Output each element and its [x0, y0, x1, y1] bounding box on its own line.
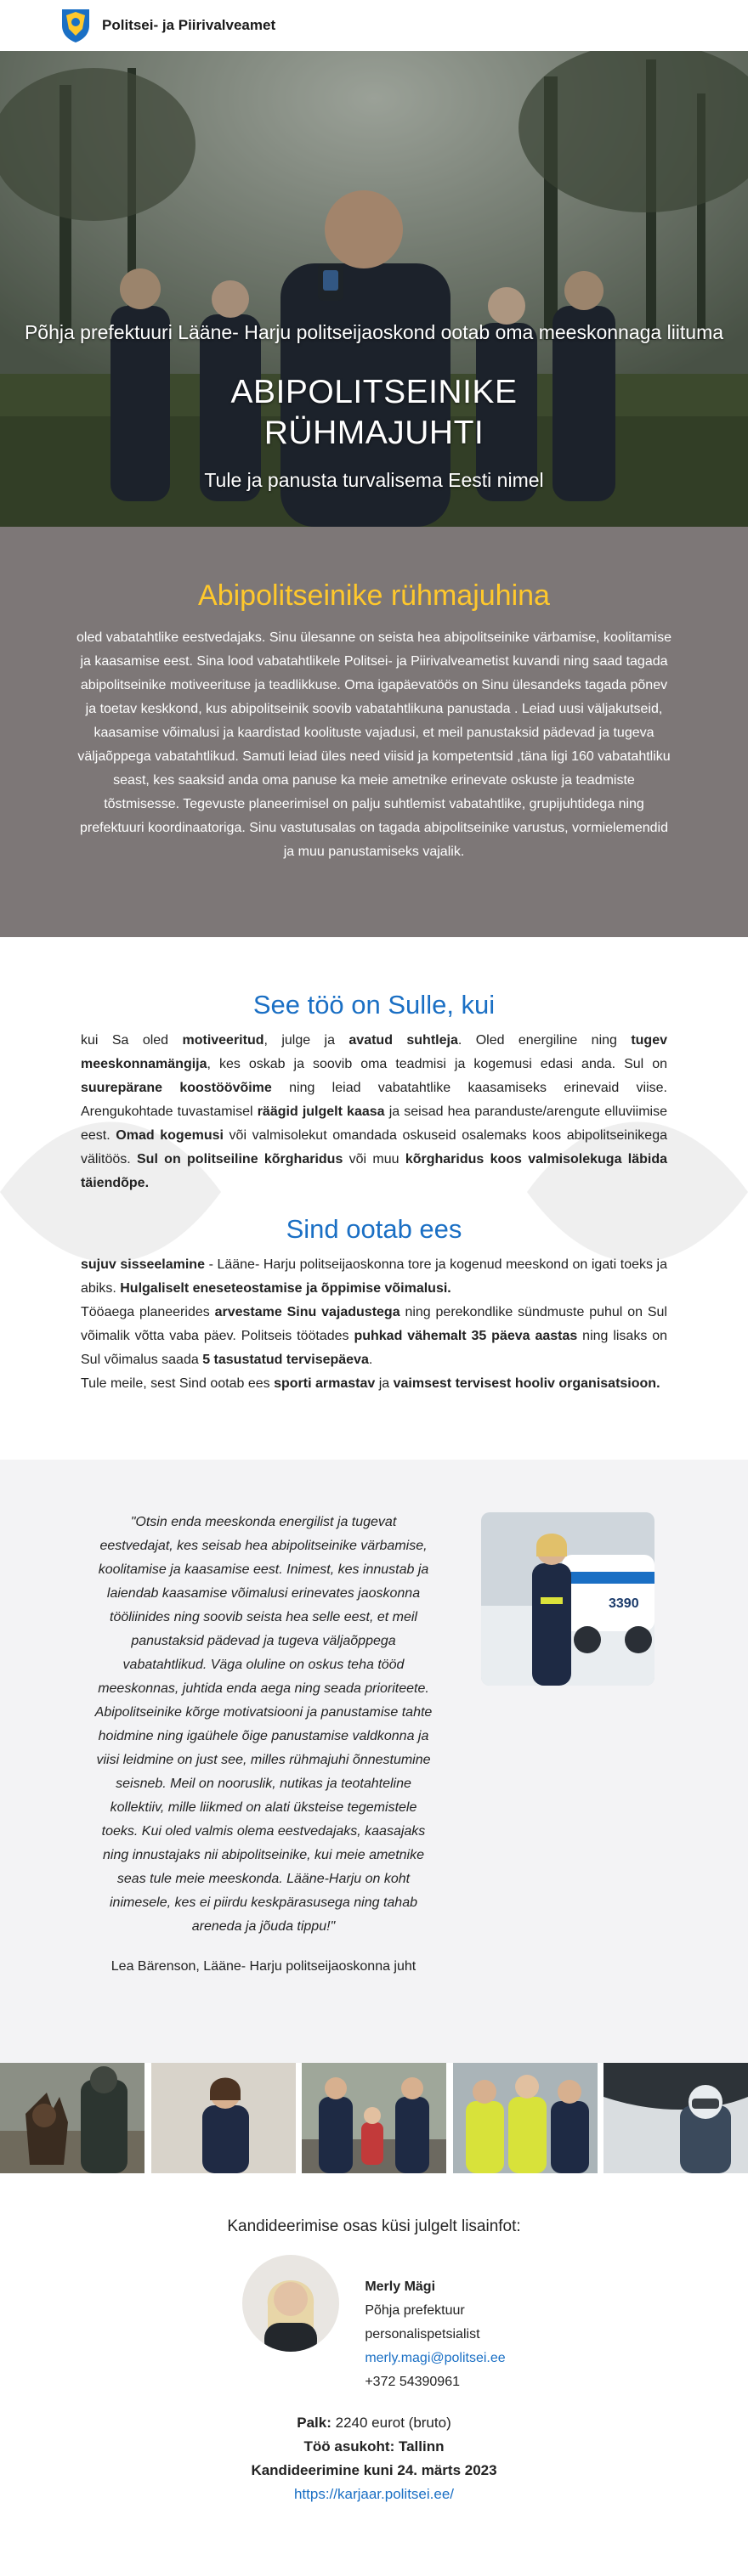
brand-name[interactable]: Politsei- ja Piirivalveamet [102, 17, 276, 33]
text-fragment: Tule meile, sest Sind ootab ees [81, 1376, 270, 1391]
salary-line [0, 2411, 748, 2435]
contact-phone[interactable]: +372 54390961 [365, 2375, 460, 2389]
testimonial-author: Lea Bärenson, Lääne- Harju politseijaoskonna juht [110, 1959, 416, 1974]
salary-label: Palk: [297, 2415, 332, 2431]
text-fragment: , kes oskab ja soovib oma teadmisi ja kogemusi edasi anda. Sul on [207, 1057, 667, 1071]
job-facts [0, 2411, 748, 2506]
bold-fragment: Sul on politseiline kõrgharidus [137, 1152, 343, 1167]
bold-fragment: puhkad vähemalt 35 päeva aastas [354, 1329, 578, 1343]
contact-section [0, 2173, 748, 2576]
hero-banner [0, 51, 748, 527]
text-fragment: ja seisad hea paranduste/arengute elluviimise eest. [81, 1104, 668, 1143]
photo-helicopter-crew [604, 2063, 748, 2173]
hero-title-line2: RÜHMAJUHTI [264, 415, 484, 451]
testimonial-photo [481, 1512, 654, 1686]
bold-fragment: sporti armastav [274, 1376, 376, 1391]
salary-value: 2240 eurot (bruto) [335, 2415, 451, 2431]
hero-subtitle: Põhja prefektuuri Lääne- Harju politseijaoskond ootab oma meeskonnaga liituma [24, 321, 724, 343]
text-fragment: Sa oled [111, 1033, 169, 1048]
contact-role: personalispetsialist [365, 2327, 480, 2342]
deadline-text: Kandideerimine kuni 24. märts 2023 [251, 2462, 497, 2478]
details-section [0, 937, 748, 1460]
text-fragment: ning lisaks on Sul võimalus saada [81, 1329, 668, 1367]
contact-org: Põhja prefektuur [365, 2303, 465, 2318]
testimonial-quote: "Otsin enda meeskonda energilist ja tugevat eestvedajat, kes seisab hea abipolitseinike värbamise, koolitamise ja kaasamise eest. Inimest, kes innustab ja laiendab kaasamise võimalusi erinevates jaoskonna tööliinides ning soovib seista hea selle eest, et meil panustaksid pädevad ja tugeva väljaõppega vabatahtlikud. Väga oluline on oskus teha tööd meeskonnas, juhtida enda aega ning seada prioriteete. Abipolitseinike kõrge motivatsiooni ja panustamise tahte hoidmine ning igaühele õige panustamise valdkonna ja viisi leidmine on just see, milles rühmajuhi õnnestumine seisneb. Meil on nooruslik, nutikas ja teotahteline kollektiiv, mille liikmed on alati üksteise tegemistele toeks. Kui oled valmis olema eestvedajaks, kaasajaks ning innustajaks nii abipolitseinike, kui meie ametnike seas tule meie meeskonda. Lääne-Harju on koht inimesele, kes ei piirdu keskpärasusega ning tahab areneda ja jõuda tippu!" [94, 1515, 433, 1934]
text-fragment: . [368, 1353, 373, 1367]
text-fragment: ning leiad vabatahtlike kaasamiseks erinevaid viise. Arengukohtade tuvastamisel [81, 1081, 667, 1119]
intro-heading: Abipolitseinike rühmajuhina [198, 579, 550, 612]
intro-text: oled vabatahtlike eestvedajaks. Sinu ülesanne on seista hea abipolitseinike värbamise, koolitamise ja kaasamise eest. Sina lood vabatahtlikele Politsei- ja Piirivalveametist kuvandi ning saad tagada abipolitseinike motiveerituse ja teadlikkuse. Oma igapäevatöös on Sinu ülesandeks tagada põnev ja toetav keskkond, kus abipolitseinik soovib vabatahtlikuna panustada . Leiad uusi väljakutseid, kaasamise võimalusi ja kaardistad koolituste vajadusi, et meil panustaksid pädevad ja tugeva väljaõppega vabatahtlikud. Samuti leiad üles need viisid ja kompetentsid ,täna ligi 160 vabatahtliku seast, kes saaksid anda oma panuse ka meie ametnike erinevate oskuste ja teadmiste tõstmisesse. Tegevuste planeerimisel on palju suhtlemist vabatahtlike, grupijuhtidega ning prefektuuri koordinaatoriga. Sinu vastutusalas on tagada abipolitseinike varustus, vormielemendid ja muu panustamiseks vajalik. [76, 630, 672, 859]
bold-fragment: räägid julgelt kaasa [257, 1104, 385, 1119]
bold-fragment: 5 tasustatud tervisepäeva [202, 1353, 369, 1367]
text-fragment: Tööaega planeerides [81, 1305, 210, 1319]
careers-link[interactable]: https://karjaar.politsei.ee/ [293, 2486, 455, 2502]
text-fragment: või muu [348, 1152, 400, 1167]
text-fragment: - Lääne- Harju politseijaoskonna tore ja kogenud meeskond on igati toeks ja abiks. [81, 1257, 668, 1296]
bold-fragment: arvestame Sinu vajadustega [214, 1305, 400, 1319]
text-fragment: ja [378, 1376, 390, 1391]
contact-info [365, 2255, 505, 2394]
location-text: Töö asukoht: Tallinn [303, 2438, 445, 2455]
bold-fragment: tugev meeskonnamängija [81, 1033, 667, 1071]
bold-fragment: kõrgharidus koos valmisolekuga läbida täiendõpe. [81, 1152, 667, 1190]
contact-card [0, 2255, 748, 2394]
bold-fragment: avatud suhtleja [348, 1033, 458, 1048]
photo-officers-vests [453, 2063, 598, 2173]
hero-overlay [0, 51, 748, 527]
text-fragment: , julge ja [264, 1033, 335, 1048]
avatar [242, 2255, 339, 2352]
testimonial-section [0, 1460, 748, 2063]
for-you-text: kui Sa oled motiveeritud, julge ja avatud suhtleja. Oled energiline ning tugev meeskonnamängija, kes oskab ja soovib oma teadmisi ja kogemusi edasi anda. Sul on suurepärane koostöövõime ning leiad vabatahtlike kaasamiseks erinevaid viise. Arengukohtade tuvastamisel räägid julgelt kaasa ja seisad hea paranduste/arengute elluviimise eest. Omad kogemusi või valmisolekut omandada oskuseid osalemaks koos abipolitseinikega välitöös. Sul on politseiline kõrgharidus või muu kõrgharidus koos valmisolekuga läbida täiendõpe. [81, 1033, 668, 1190]
bold-fragment: motiveeritud [182, 1033, 264, 1048]
site-header [0, 0, 748, 51]
location-line [0, 2435, 748, 2459]
bold-fragment: vaimsest tervisest hooliv organisatsioon. [393, 1376, 660, 1391]
awaits-heading: Sind ootab ees [286, 1214, 462, 1244]
contact-email-link[interactable]: merly.magi@politsei.ee [365, 2351, 506, 2365]
bold-fragment: suurepärane koostöövõime [81, 1081, 272, 1095]
bold-fragment: Hulgaliselt eneseteostamise ja õppimise võimalusi. [120, 1281, 451, 1296]
text-fragment: või valmisolekut omandada oskuseid osalemaks koos abipolitseinikega välitöös. [81, 1128, 667, 1167]
police-crest-logo-icon[interactable] [60, 7, 92, 44]
hero-tagline: Tule ja panusta turvalisema Eesti nimel [204, 469, 544, 491]
photo-officer-portrait [151, 2063, 296, 2173]
intro-section [0, 527, 748, 937]
text-fragment: . Oled energiline ning [457, 1033, 617, 1048]
contact-ask: Kandideerimise osas küsi julgelt lisainfot: [227, 2217, 521, 2235]
photo-strip [0, 2063, 748, 2173]
awaits-text [81, 1253, 667, 1396]
photo-officer-child [302, 2063, 446, 2173]
bold-fragment: Omad kogemusi [116, 1128, 224, 1143]
deadline-line [0, 2459, 748, 2483]
hero-title-line1: ABIPOLITSEINIKE [230, 374, 518, 410]
text-fragment: ning perekondlike sündmuste puhul on Sul võimalik võtta vaba päev. Politseis töötades [81, 1305, 667, 1343]
photo-dog-handler [0, 2063, 144, 2173]
car-number-label: 3390 [609, 1596, 639, 1611]
contact-name: Merly Mägi [365, 2279, 436, 2294]
for-you-heading: See töö on Sulle, kui [252, 990, 496, 1020]
bold-fragment: sujuv sisseelamine [81, 1257, 205, 1272]
hero-title [0, 372, 748, 454]
